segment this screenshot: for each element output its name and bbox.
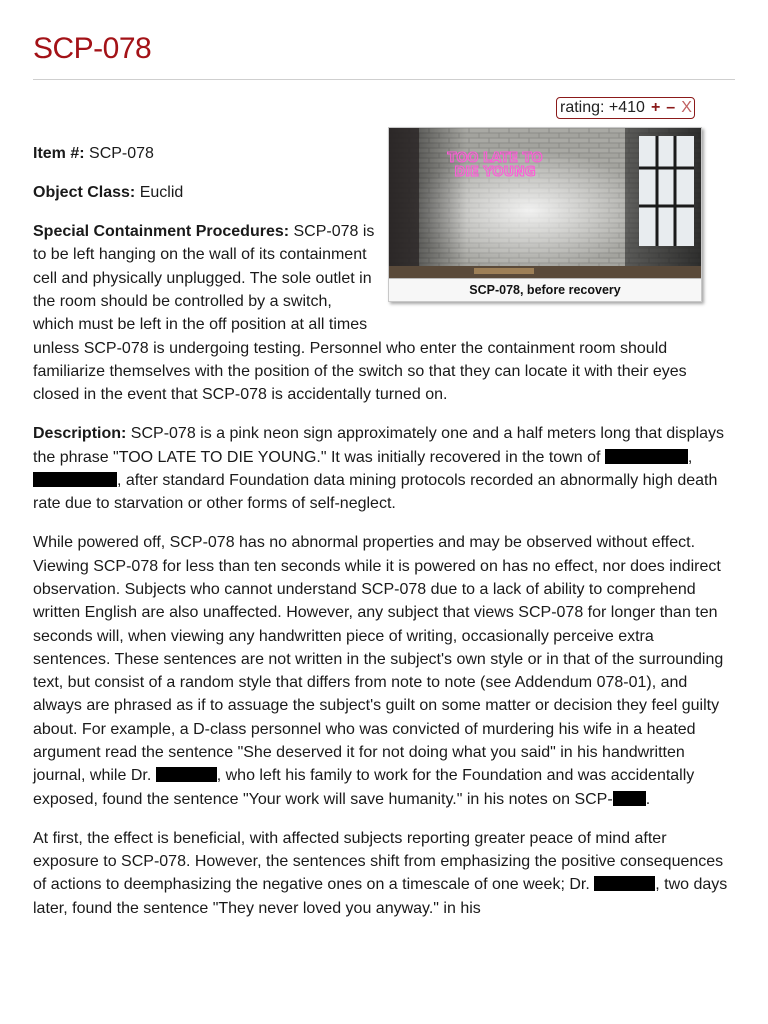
redaction-block xyxy=(605,449,688,464)
image-float-spacer xyxy=(375,142,735,334)
description-text: , xyxy=(687,448,693,466)
effects-text: While powered off, SCP-078 has no abnormal properties and may be observed without effect. Viewing SCP-078 for less than ten seconds while it is powered on has no effect, nor does indirect observation. Subjects who cannot understand SCP-078 due to a lack of ability to comprehend written English are also unaffected. However, any subject that views SCP-078 for longer than ten seconds will, when viewing any handwritten piece of writing, occasionally perceive extra sentences. These sentences are not written in the subject's own style or in that of the surrounding text, but consist of a random style that differs from note to note (see Addendum 078-01), and always are phrased as if to assuage the subject's guilt on some matter or decision they feel guilty about. For example, a D-class personnel who was convicted of murdering his wife in a heated argument read the sentence "She deserved it for not doing what you said" in his handwritten journal, while Dr. xyxy=(33,534,724,785)
description-text: SCP-078 is a pink neon sign approximately one and a half meters long that displays the phrase "TOO LATE TO DIE YOUNG." It was initially recovered in the town of xyxy=(33,425,725,466)
page-title: SCP-078 xyxy=(33,32,152,65)
effects-paragraph xyxy=(33,531,735,811)
rating-value: rating: +410 xyxy=(560,99,645,116)
description-paragraph xyxy=(33,422,735,515)
image-caption: SCP-078, before recovery xyxy=(389,278,701,301)
redaction-block xyxy=(613,791,646,806)
description-text: , after standard Foundation data mining protocols recorded an abnormally high death rate due to starvation or other forms of self-neglect. xyxy=(33,471,718,513)
rating-widget xyxy=(556,97,695,119)
rate-up-button[interactable]: + xyxy=(650,99,661,116)
item-number-label: Item #: xyxy=(33,145,85,162)
redaction-block xyxy=(33,472,117,487)
effects-text: , who left his family to work for the Foundation and was accidentally exposed, found the sentence "Your work will save humanity." in his notes on SCP- xyxy=(33,767,695,808)
rate-cancel-button[interactable]: X xyxy=(681,99,692,116)
containment-label: Special Containment Procedures: xyxy=(33,223,290,241)
progression-paragraph xyxy=(33,827,735,920)
item-number-value: SCP-078 xyxy=(84,145,154,162)
effects-text: . xyxy=(645,790,651,808)
object-class-label: Object Class: xyxy=(33,184,136,202)
progression-text: At first, the effect is beneficial, with affected subjects reporting greater peace of mind after exposure to SCP-078. However, the sentences shift from emphasizing the positive consequences of actions to deemphasizing the negative ones on a timescale of one week; Dr. xyxy=(33,829,724,894)
containment-text: SCP-078 is to be left hanging on the wall of its containment cell and physically unplugged. The sole outlet in the room should be controlled by a switch, which must be left in the off position at all times unless SCP-078 is undergoing testing. Personnel who enter the containment room should familiarize themselves with the position of the switch so that they can locate it with their eyes closed in the event that SCP-078 is accidentally turned on. xyxy=(33,223,687,404)
object-class-value: Euclid xyxy=(135,184,184,202)
redaction-block xyxy=(156,767,217,782)
redaction-block xyxy=(594,876,655,891)
article-body xyxy=(33,142,735,936)
title-divider xyxy=(33,79,735,80)
sign-text-line2: DIE YOUNG xyxy=(454,165,536,180)
sign-text-line1: TOO LATE TO xyxy=(447,151,543,166)
rate-down-button[interactable]: – xyxy=(666,99,676,116)
description-label: Description: xyxy=(33,425,127,443)
progression-text: , two days later, found the sentence "They never loved you anyway." in his xyxy=(33,876,728,917)
